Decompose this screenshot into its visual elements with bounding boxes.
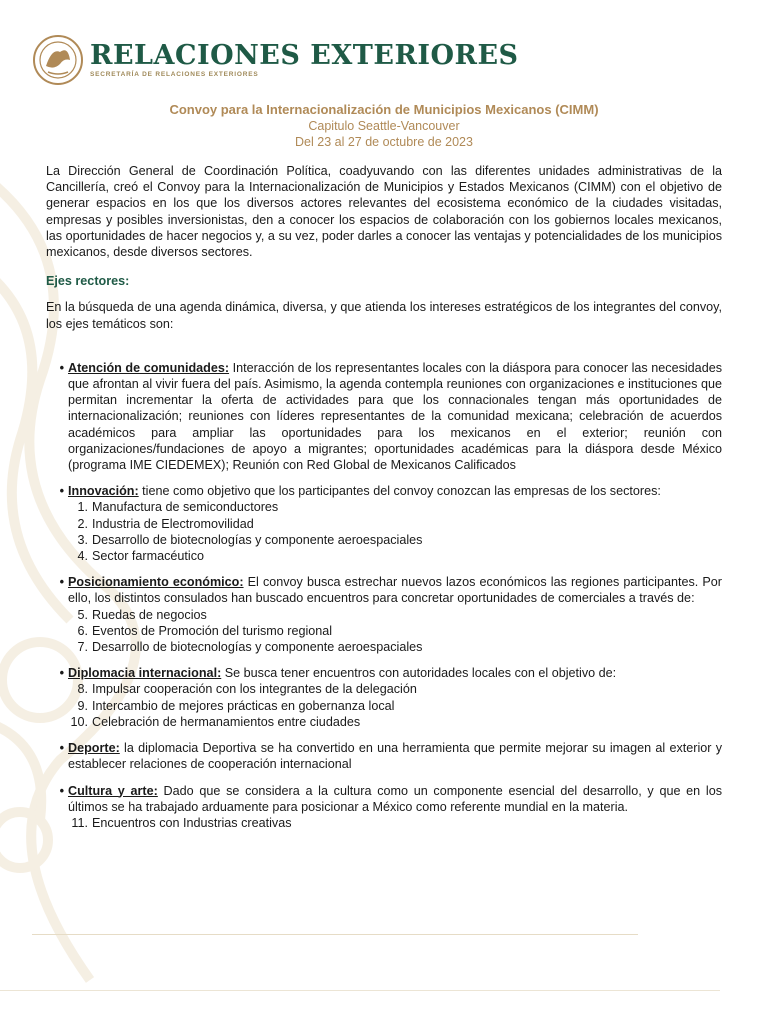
list-item-number: 9. [77, 698, 88, 713]
list-item [46, 548, 722, 564]
list-item-text: Intercambio de mejores prácticas en gobernanza local [92, 698, 395, 713]
list-item-number: 10. [70, 714, 88, 729]
list-item-number: 5. [77, 607, 88, 622]
list-item-number: 3. [77, 532, 88, 547]
axis-label: Cultura y arte: [68, 783, 158, 798]
axis-description: Interacción de los representantes locales con la diáspora para conocer las necesidades que afrontan al vivir fuera del país. Asimismo, la agenda contempla reuniones con organizaciones e instituciones que permitan incrementar la oferta de actividades para que los connacionales tengan más oportunidades de internacionalización; reuniones con líderes representantes de la comunidad mexicana; celebración de acuerdos académicos para ampliar las oportunidades para los mexicanos en el exterior; reunión con organizaciones/fundaciones de apoyo a migrantes; oportunidades académicas para la diáspora desde México (programa IME CIEDEMEX); Reunión con Red Global de Mexicanos Calificados [68, 360, 722, 473]
list-item [46, 639, 722, 655]
list-item [46, 516, 722, 532]
axis-sublist [46, 681, 722, 730]
list-item-text: Encuentros con Industrias creativas [92, 815, 292, 830]
axis-item [46, 483, 722, 564]
axis-label: Diplomacia internacional: [68, 666, 222, 681]
list-item-text: Manufactura de semiconductores [92, 500, 279, 515]
mexican-eagle-seal-icon [32, 34, 84, 86]
list-item-text: Ruedas de negocios [92, 607, 207, 622]
list-item-text: Celebración de hermanamientos entre ciudades [92, 714, 361, 729]
axis-item [46, 574, 722, 655]
axis-text [68, 360, 722, 473]
document-body [46, 163, 722, 841]
list-item-number: 4. [77, 549, 88, 564]
document-dates: Del 23 al 27 de octubre de 2023 [295, 135, 473, 149]
list-item-number: 8. [77, 682, 88, 697]
axis-description: Dado que se considera a la cultura como un componente esencial del desarrollo, y que en los últimos se ha trabajado arduamente para posicionar a México como referente mundial en la materia. [68, 783, 722, 814]
list-item [46, 499, 722, 515]
list-item [46, 698, 722, 714]
document-chapter: Capitulo Seattle-Vancouver [308, 119, 460, 133]
axis-label: Posicionamiento económico: [68, 575, 244, 590]
axis-item [46, 740, 722, 772]
list-item [46, 607, 722, 623]
axis-text [68, 665, 722, 681]
axis-item [46, 360, 722, 473]
axis-item [46, 783, 722, 832]
section-intro: En la búsqueda de una agenda dinámica, diversa, y que atienda los intereses estratégicos de los integrantes del convoy, los ejes temáticos son: [46, 300, 722, 331]
bullet-dot-icon: • [59, 575, 64, 590]
axis-bullet-row [46, 360, 722, 473]
brand-title: RELACIONES EXTERIORES [90, 40, 519, 71]
axis-sublist [46, 815, 722, 831]
footer-divider-lower [0, 990, 720, 991]
axis-text [68, 483, 722, 499]
bullet-dot-icon: • [59, 666, 64, 681]
bullet-dot-icon: • [59, 484, 64, 499]
document-title: Convoy para la Internacionalización de Municipios Mexicanos (CIMM) [169, 102, 599, 117]
list-item [46, 681, 722, 697]
bullet-dot-icon: • [59, 783, 64, 798]
list-item-text: Eventos de Promoción del turismo regional [92, 623, 333, 638]
list-item-number: 2. [77, 516, 88, 531]
axis-item [46, 665, 722, 730]
document-titles [0, 101, 768, 150]
bullet-dot-icon: • [59, 360, 64, 375]
list-item-text: Impulsar cooperación con los integrantes de la delegación [92, 682, 417, 697]
footer-divider [32, 934, 638, 935]
axis-description: Se busca tener encuentros con autoridades locales con el objetivo de: [221, 666, 617, 681]
axis-bullet-row [46, 665, 722, 681]
axis-label: Atención de comunidades: [68, 360, 230, 375]
axis-description: tiene como objetivo que los participantes del convoy conozcan las empresas de los sectores: [138, 484, 661, 499]
axis-description: la diplomacia Deportiva se ha convertido en una herramienta que permite mejorar su imagen al exterior y establecer relaciones de cooperación internacional [68, 741, 722, 772]
bullet-dot-icon: • [59, 741, 64, 756]
section-heading: Ejes rectores: [46, 274, 130, 289]
axis-description: El convoy busca estrechar nuevos lazos económicos las regiones participantes. Por ello, los distintos consulados han buscado encuentros para concretar oportunidades de comerciales a través de: [68, 575, 722, 606]
axis-text [68, 783, 722, 815]
intro-paragraph: La Dirección General de Coordinación Política, coadyuvando con las diferentes unidades administrativas de la Cancillería, creó el Convoy para la Internacionalización de Municipios y Estados Mexicanos (CIMM) con el objetivo de generar espacios en los que los diversos actores relevantes del ecosistema económico de la ciudades visitadas, empresas y posibles inversionistas, den a conocer los espacios de colaboración con los gobiernos locales mexicanos, las oportunidades de hacer negocios y, a su vez, poder darles a conocer las ventajas y potencialidades de los municipios mexicanos, desde diversos sectores. [46, 164, 722, 260]
axis-bullet-row [46, 783, 722, 815]
axis-text [68, 574, 722, 606]
list-item [46, 815, 722, 831]
axis-bullet-row [46, 740, 722, 772]
list-item-number: 6. [77, 623, 88, 638]
list-item-number: 7. [77, 640, 88, 655]
brand-subtitle: SECRETARÍA DE RELACIONES EXTERIORES [90, 71, 259, 78]
list-item [46, 623, 722, 639]
axis-sublist [46, 607, 722, 656]
list-item [46, 532, 722, 548]
list-item-text: Sector farmacéutico [92, 549, 204, 564]
axes-list [46, 360, 722, 831]
axis-label: Deporte: [68, 741, 120, 756]
list-item-text: Industria de Electromovilidad [92, 516, 254, 531]
list-item [46, 714, 722, 730]
axis-bullet-row [46, 574, 722, 606]
axis-sublist [46, 499, 722, 564]
axis-label: Innovación: [68, 484, 139, 499]
brand-text [90, 42, 519, 78]
brand-header [32, 32, 519, 88]
list-item-text: Desarrollo de biotecnologías y componente aeroespaciales [92, 532, 423, 547]
axis-bullet-row [46, 483, 722, 499]
axis-text [68, 740, 722, 772]
list-item-number: 1. [77, 500, 88, 515]
list-item-text: Desarrollo de biotecnologías y componente aeroespaciales [92, 640, 423, 655]
list-item-number: 11. [71, 815, 88, 830]
